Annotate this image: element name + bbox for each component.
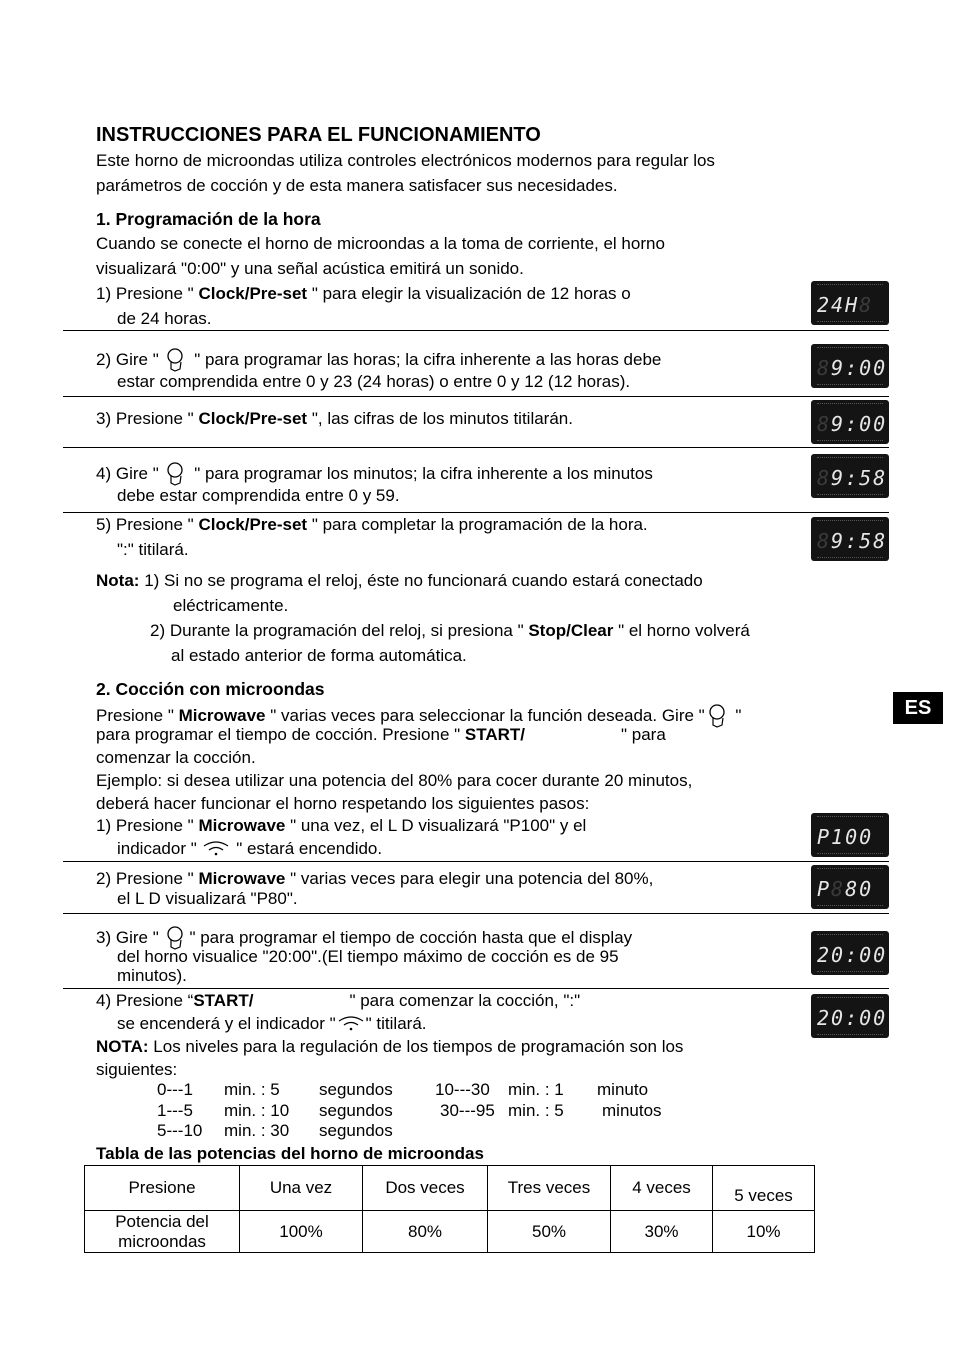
s2-step2-line2: el L D visualizará "P80". (117, 889, 298, 908)
s2-line-2: para programar el tiempo de cocción. Presione " START/ " para (96, 725, 666, 744)
led-display: 89:00 (811, 344, 889, 388)
note-1-line2: eléctricamente. (173, 596, 289, 615)
led-display: 20:00 (811, 931, 889, 975)
led-display: 20:00 (811, 994, 889, 1038)
s2-step3-line2: del horno visualice "20:00".(El tiempo máximo de cocción es de 95 (117, 947, 619, 966)
s2-step2: 2) Presione " Microwave " varias veces para elegir una potencia del 80%, (96, 869, 654, 888)
s2-step4: 4) Presione “START/ " para comenzar la cocción, ":" (96, 991, 581, 1010)
level-unit: segundos (319, 1121, 393, 1140)
dial-knob-icon (163, 347, 189, 373)
table-cell: 50% (488, 1211, 611, 1253)
s1-step1-line2: de 24 horas. (117, 309, 212, 328)
s2-line-5: deberá hacer funcionar el horno respetando los siguientes pasos: (96, 794, 590, 813)
level-min: min. : 5 (224, 1080, 280, 1099)
led-display: 89:58 (811, 454, 889, 498)
led-display: 24H8 (811, 281, 889, 325)
led-display: 89:58 (811, 517, 889, 561)
table-cell: 100% (240, 1211, 363, 1253)
nota: NOTA: Los niveles para la regulación de los tiempos de programación son los (96, 1037, 684, 1056)
power-table (84, 1165, 815, 1253)
table-header-cell: Dos veces (363, 1166, 488, 1211)
divider (63, 988, 889, 989)
divider (63, 330, 889, 331)
s2-step1-line2: indicador " " estará encendido. (117, 839, 383, 858)
led-display: 89:00 (811, 400, 889, 444)
divider (63, 861, 889, 862)
divider (63, 913, 889, 914)
s2-step3: 3) Gire " " para programar el tiempo de cocción hasta que el display (96, 925, 632, 951)
s1-step3: 3) Presione " Clock/Pre-set ", las cifras de los minutos titilarán. (96, 409, 573, 428)
language-tab: ES (893, 692, 943, 724)
note-2: 2) Durante la programación del reloj, si presiona " Stop/Clear " el horno volverá (150, 621, 750, 640)
table-cell: 30% (611, 1211, 713, 1253)
nota-line2: siguientes: (96, 1060, 178, 1079)
level-unit: segundos (319, 1101, 393, 1120)
s1-step2: 2) Gire " " para programar las horas; la cifra inherente a las horas debe (96, 347, 661, 373)
microwave-wave-icon (336, 1015, 366, 1031)
level-unit: minutos (602, 1101, 662, 1120)
dial-knob-icon (163, 461, 189, 487)
s1-step4: 4) Gire " " para programar los minutos; la cifra inherente a los minutos (96, 461, 653, 487)
intro-line-1: Este horno de microondas utiliza controles electrónicos modernos para regular los (96, 151, 715, 170)
note-1: Nota: 1) Si no se programa el reloj, éste no funcionará cuando estará conectado (96, 571, 703, 590)
divider (63, 447, 889, 448)
table-title: Tabla de las potencias del horno de microondas (96, 1144, 484, 1163)
s1-step5: 5) Presione " Clock/Pre-set " para completar la programación de la hora. (96, 515, 648, 534)
table-header-cell: 4 veces (611, 1166, 713, 1211)
section-1-heading: 1. Programación de la hora (96, 209, 321, 229)
level-unit: minuto (597, 1080, 649, 1099)
section-2-heading: 2. Cocción con microondas (96, 679, 325, 699)
note-2-line2: al estado anterior de forma automática. (171, 646, 467, 665)
table-header-row (85, 1166, 815, 1211)
s2-line-4: Ejemplo: si desea utilizar una potencia del 80% para cocer durante 20 minutos, (96, 771, 693, 790)
s2-line-3: comenzar la cocción. (96, 748, 256, 767)
table-row-label: Potencia del microondas (85, 1211, 240, 1253)
s2-step4-line2: se encenderá y el indicador " " titilará. (117, 1014, 427, 1033)
s1-step4-line2: debe estar comprendida entre 0 y 59. (117, 486, 400, 505)
table-header-cell: Una vez (240, 1166, 363, 1211)
s2-line-1: Presione " Microwave " varias veces para seleccionar la función deseada. Gire " " (96, 703, 741, 729)
level-min: min. : 1 (508, 1080, 564, 1099)
level-range: 1---5 (157, 1101, 193, 1120)
table-cell: 80% (363, 1211, 488, 1253)
s1-step5-line2: ":" titilará. (117, 540, 189, 559)
page-title: INSTRUCCIONES PARA EL FUNCIONAMIENTO (96, 124, 541, 146)
level-min: min. : 30 (224, 1121, 290, 1140)
s2-step1: 1) Presione " Microwave " una vez, el L D visualizará "P100" y el (96, 816, 587, 835)
s1-step1: 1) Presione " Clock/Pre-set " para elegir la visualización de 12 horas o (96, 284, 631, 303)
table-row (85, 1211, 815, 1253)
table-header-cell: Tres veces (488, 1166, 611, 1211)
table-header-cell: 5 veces (713, 1166, 815, 1211)
level-min: min. : 10 (224, 1101, 290, 1120)
table-header-cell: Presione (85, 1166, 240, 1211)
level-range: 10---30 (435, 1080, 490, 1099)
divider (63, 512, 889, 513)
intro-line-2: parámetros de cocción y de esta manera satisfacer sus necesidades. (96, 176, 618, 195)
section-1-text-2: visualizará "0:00" y una señal acústica emitirá un sonido. (96, 259, 524, 278)
level-unit: segundos (319, 1080, 393, 1099)
level-range: 30---95 (440, 1101, 495, 1120)
microwave-wave-icon (201, 840, 231, 856)
s1-step2-line2: estar comprendida entre 0 y 23 (24 horas) o entre 0 y 12 (12 horas). (117, 372, 631, 391)
level-range: 0---1 (157, 1080, 193, 1099)
led-display: P100 (811, 813, 889, 857)
section-1-text-1: Cuando se conecte el horno de microondas a la toma de corriente, el horno (96, 234, 665, 253)
led-display: P880 (811, 865, 889, 909)
s2-step3-line3: minutos). (117, 966, 187, 985)
dial-knob-icon (705, 703, 731, 729)
divider (63, 396, 889, 397)
level-min: min. : 5 (508, 1101, 564, 1120)
level-range: 5---10 (157, 1121, 203, 1140)
table-cell: 10% (713, 1211, 815, 1253)
